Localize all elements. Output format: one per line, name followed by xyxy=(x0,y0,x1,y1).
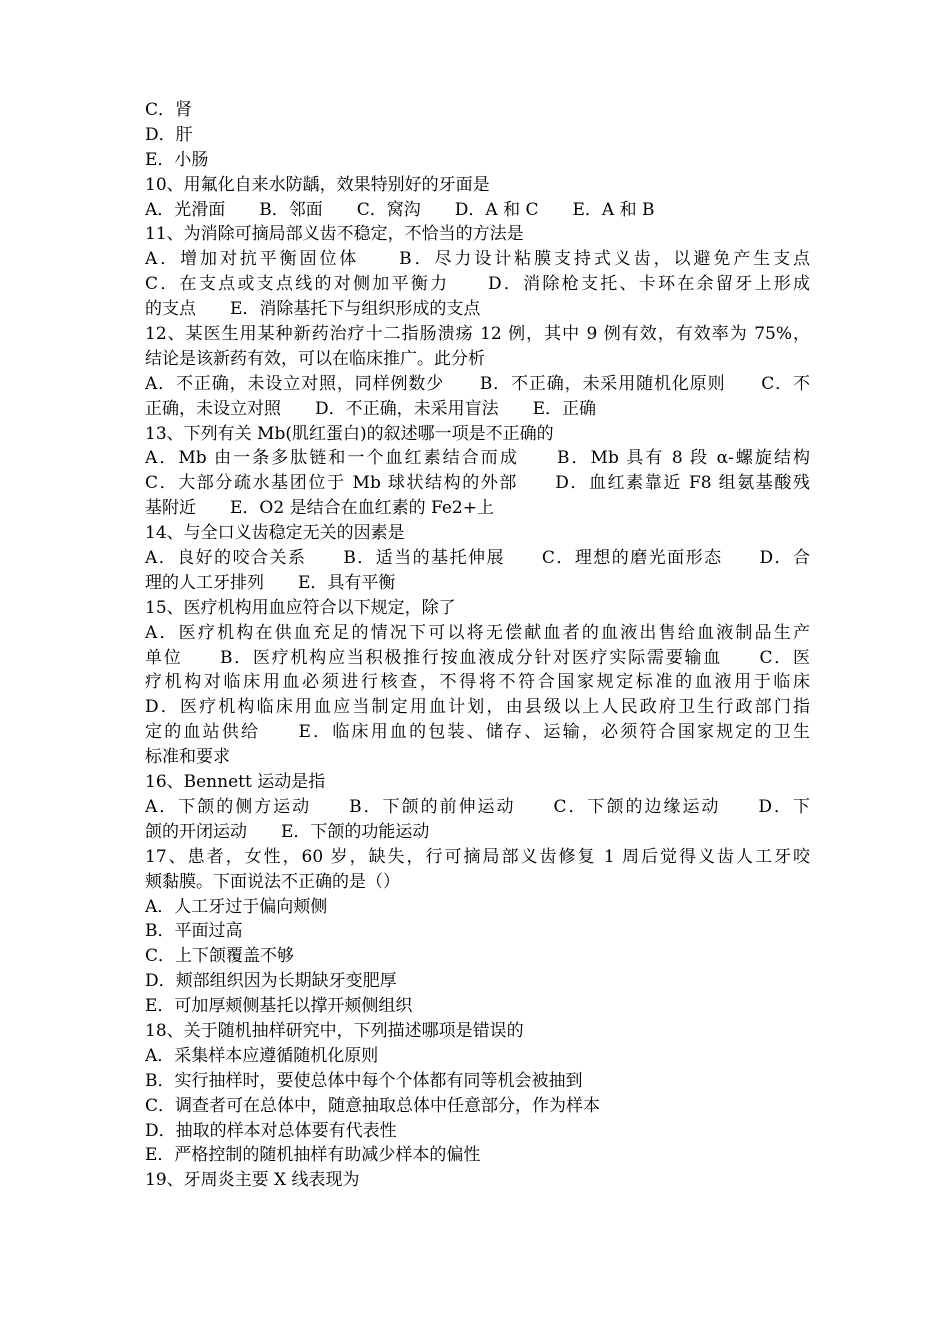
question-16-options: A．下颌的侧方运动 B．下颌的前伸运动 C．下颌的边缘运动 D．下 xyxy=(145,796,810,817)
question-11-options: A．增加对抗平衡固位体 B．尽力设计粘膜支持式义齿，以避免产生支点 xyxy=(145,249,810,270)
question-15-options: 标准和要求 xyxy=(145,747,230,768)
question-14-options: A．良好的咬合关系 B．适当的基托伸展 C．理想的磨光面形态 D．合 xyxy=(145,548,810,569)
question-15-options: 疗机构对临床用血必须进行核查，不得将不符合国家规定标准的血液用于临床 xyxy=(145,672,810,693)
question-10-options: A．光滑面 B．邻面 C．窝沟 D．A 和 C E．A 和 B xyxy=(145,199,655,220)
question-17-option: A．人工牙过于偏向颊侧 xyxy=(145,896,328,917)
question-15: 15、医疗机构用血应符合以下规定，除了 xyxy=(145,597,456,618)
question-18: 18、关于随机抽样研究中，下列描述哪项是错误的 xyxy=(145,1020,524,1041)
question-11-options: C．在支点或支点线的对侧加平衡力 D．消除枪支托、卡环在余留牙上形成 xyxy=(145,274,810,295)
question-14: 14、与全口义齿稳定无关的因素是 xyxy=(145,523,405,544)
question-18-option: A．采集样本应遵循随机化原则 xyxy=(145,1045,379,1066)
question-14-options: 理的人工牙排列 E．具有平衡 xyxy=(145,572,396,593)
option-line: E．小肠 xyxy=(145,149,209,170)
question-15-options: 单位 B．医疗机构应当积极推行按血液成分针对医疗实际需要输血 C．医 xyxy=(145,647,810,668)
question-17-option: B．平面过高 xyxy=(145,921,243,942)
question-18-option: B．实行抽样时，要使总体中每个个体都有同等机会被抽到 xyxy=(145,1070,583,1091)
question-11-options: 的支点 E．消除基托下与组织形成的支点 xyxy=(145,299,481,320)
question-12-options: A．不正确，未设立对照，同样例数少 B．不正确，未采用随机化原则 C．不 xyxy=(145,373,810,394)
question-13: 13、下列有关 Mb(肌红蛋白)的叙述哪一项是不正确的 xyxy=(145,423,554,444)
question-12: 12、某医生用某种新药治疗十二指肠溃疡 12 例，其中 9 例有效，有效率为 75%， xyxy=(145,324,810,345)
question-18-option: D．抽取的样本对总体要有代表性 xyxy=(145,1120,397,1141)
question-13-options: 基附近 E．O2 是结合在血红素的 Fe2+上 xyxy=(145,498,494,519)
document-body xyxy=(145,98,810,1193)
question-17-option: C．上下颌覆盖不够 xyxy=(145,946,295,967)
question-16: 16、Bennett 运动是指 xyxy=(145,772,326,793)
question-13-options: A．Mb 由一条多肽链和一个血红素结合而成 B．Mb 具有 8 段 α-螺旋结构 xyxy=(145,448,810,469)
question-12: 结论是该新药有效，可以在临床推广。此分析 xyxy=(145,348,485,369)
question-17-option: D．颊部组织因为长期缺牙变肥厚 xyxy=(145,971,397,992)
question-15-options: 定的血站供给 E．临床用血的包装、储存、运输，必须符合国家规定的卫生 xyxy=(145,722,810,743)
option-line: C．肾 xyxy=(145,100,193,120)
question-12-options: 正确，未设立对照 D．不正确，未采用盲法 E．正确 xyxy=(145,398,597,419)
question-17: 颊黏膜。下面说法不正确的是（） xyxy=(145,871,400,892)
question-15-options: D．医疗机构临床用血应当制定用血计划，由县级以上人民政府卫生行政部门指 xyxy=(145,697,810,718)
question-15-options: A．医疗机构在供血充足的情况下可以将无偿献血者的血液出售给血液制品生产 xyxy=(145,622,810,643)
question-18-option: C．调查者可在总体中，随意抽取总体中任意部分，作为样本 xyxy=(145,1095,601,1116)
question-17: 17、患者，女性，60 岁，缺失，行可摘局部义齿修复 1 周后觉得义齿人工牙咬 xyxy=(145,846,810,867)
question-16-options: 颌的开闭运动 E．下颌的功能运动 xyxy=(145,821,430,842)
question-17-option: E．可加厚颊侧基托以撑开颊侧组织 xyxy=(145,996,413,1017)
question-10: 10、用氟化自来水防龋，效果特别好的牙面是 xyxy=(145,174,490,195)
option-line: D．肝 xyxy=(145,124,193,145)
question-18-option: E．严格控制的随机抽样有助减少样本的偏性 xyxy=(145,1145,481,1166)
question-13-options: C．大部分疏水基团位于 Mb 球状结构的外部 D．血红素靠近 F8 组氨基酸残 xyxy=(145,473,810,494)
question-19: 19、牙周炎主要 X 线表现为 xyxy=(145,1170,360,1191)
question-11: 11、为消除可摘局部义齿不稳定，不恰当的方法是 xyxy=(145,224,524,245)
